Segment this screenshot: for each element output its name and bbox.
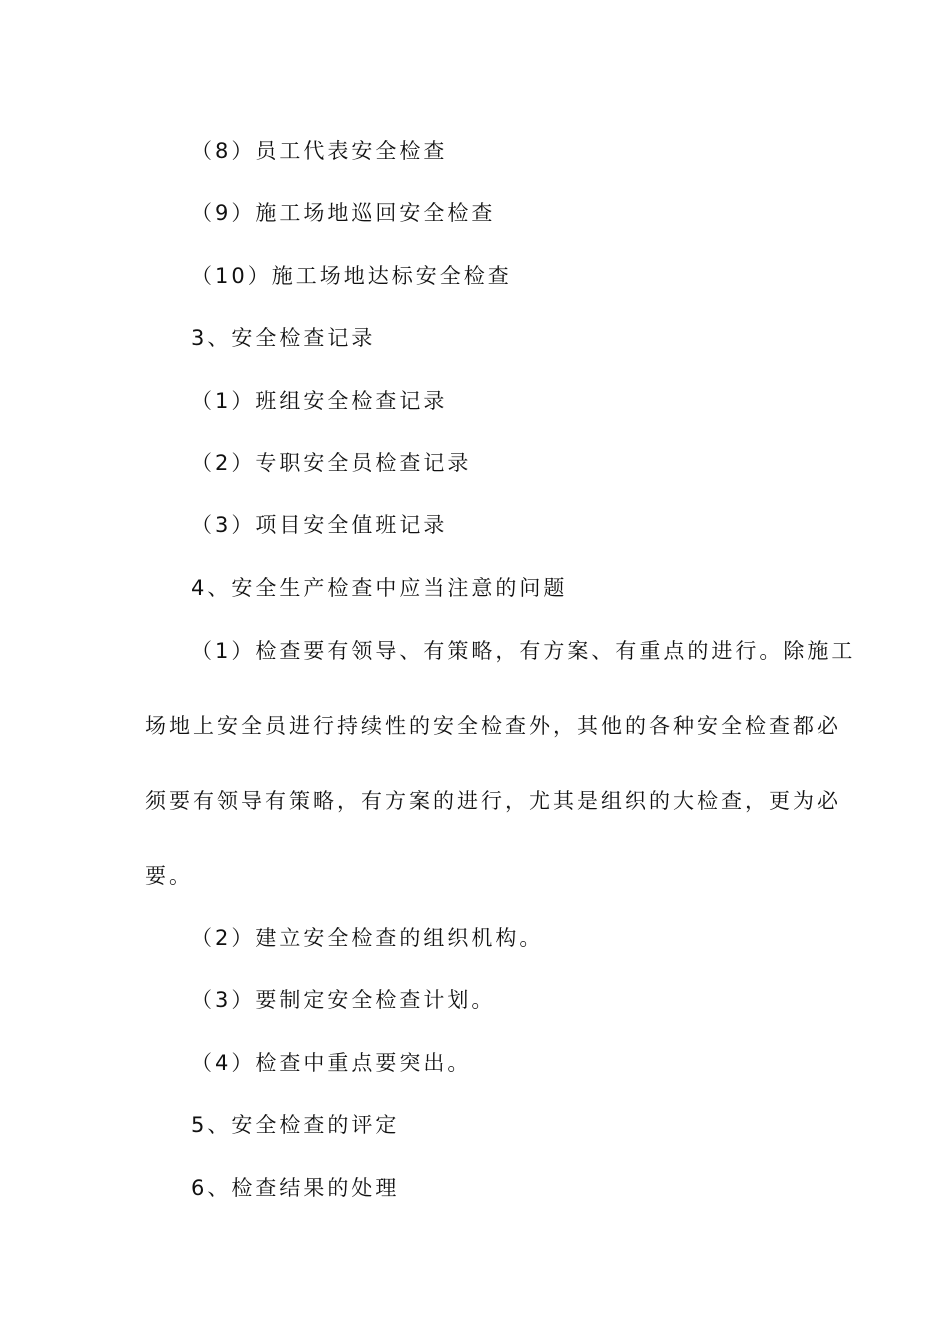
paragraph-line-1: （1）检查要有领导、有策略，有方案、有重点的进行。除施工 — [191, 639, 856, 663]
section-heading-3: 3、安全检查记录 — [191, 326, 376, 350]
note-item-2: （2）建立安全检查的组织机构。 — [191, 926, 544, 950]
section-heading-4: 4、安全生产检查中应当注意的问题 — [191, 576, 568, 600]
note-item-4: （4）检查中重点要突出。 — [191, 1051, 472, 1075]
section-heading-6: 6、检查结果的处理 — [191, 1176, 400, 1200]
record-item-1: （1）班组安全检查记录 — [191, 389, 448, 413]
record-item-3: （3）项目安全值班记录 — [191, 513, 448, 537]
note-item-3: （3）要制定安全检查计划。 — [191, 988, 496, 1012]
paragraph-line-2: 场地上安全员进行持续性的安全检查外，其他的各种安全检查都必 — [145, 714, 841, 738]
paragraph-line-4: 要。 — [145, 864, 193, 888]
list-item-8: （8）员工代表安全检查 — [191, 139, 448, 163]
record-item-2: （2）专职安全员检查记录 — [191, 451, 472, 475]
section-heading-5: 5、安全检查的评定 — [191, 1113, 400, 1137]
paragraph-line-3: 须要有领导有策略，有方案的进行，尤其是组织的大检查，更为必 — [145, 789, 841, 813]
list-item-9: （9）施工场地巡回安全检查 — [191, 201, 496, 225]
list-item-10: （10）施工场地达标安全检查 — [191, 264, 512, 288]
